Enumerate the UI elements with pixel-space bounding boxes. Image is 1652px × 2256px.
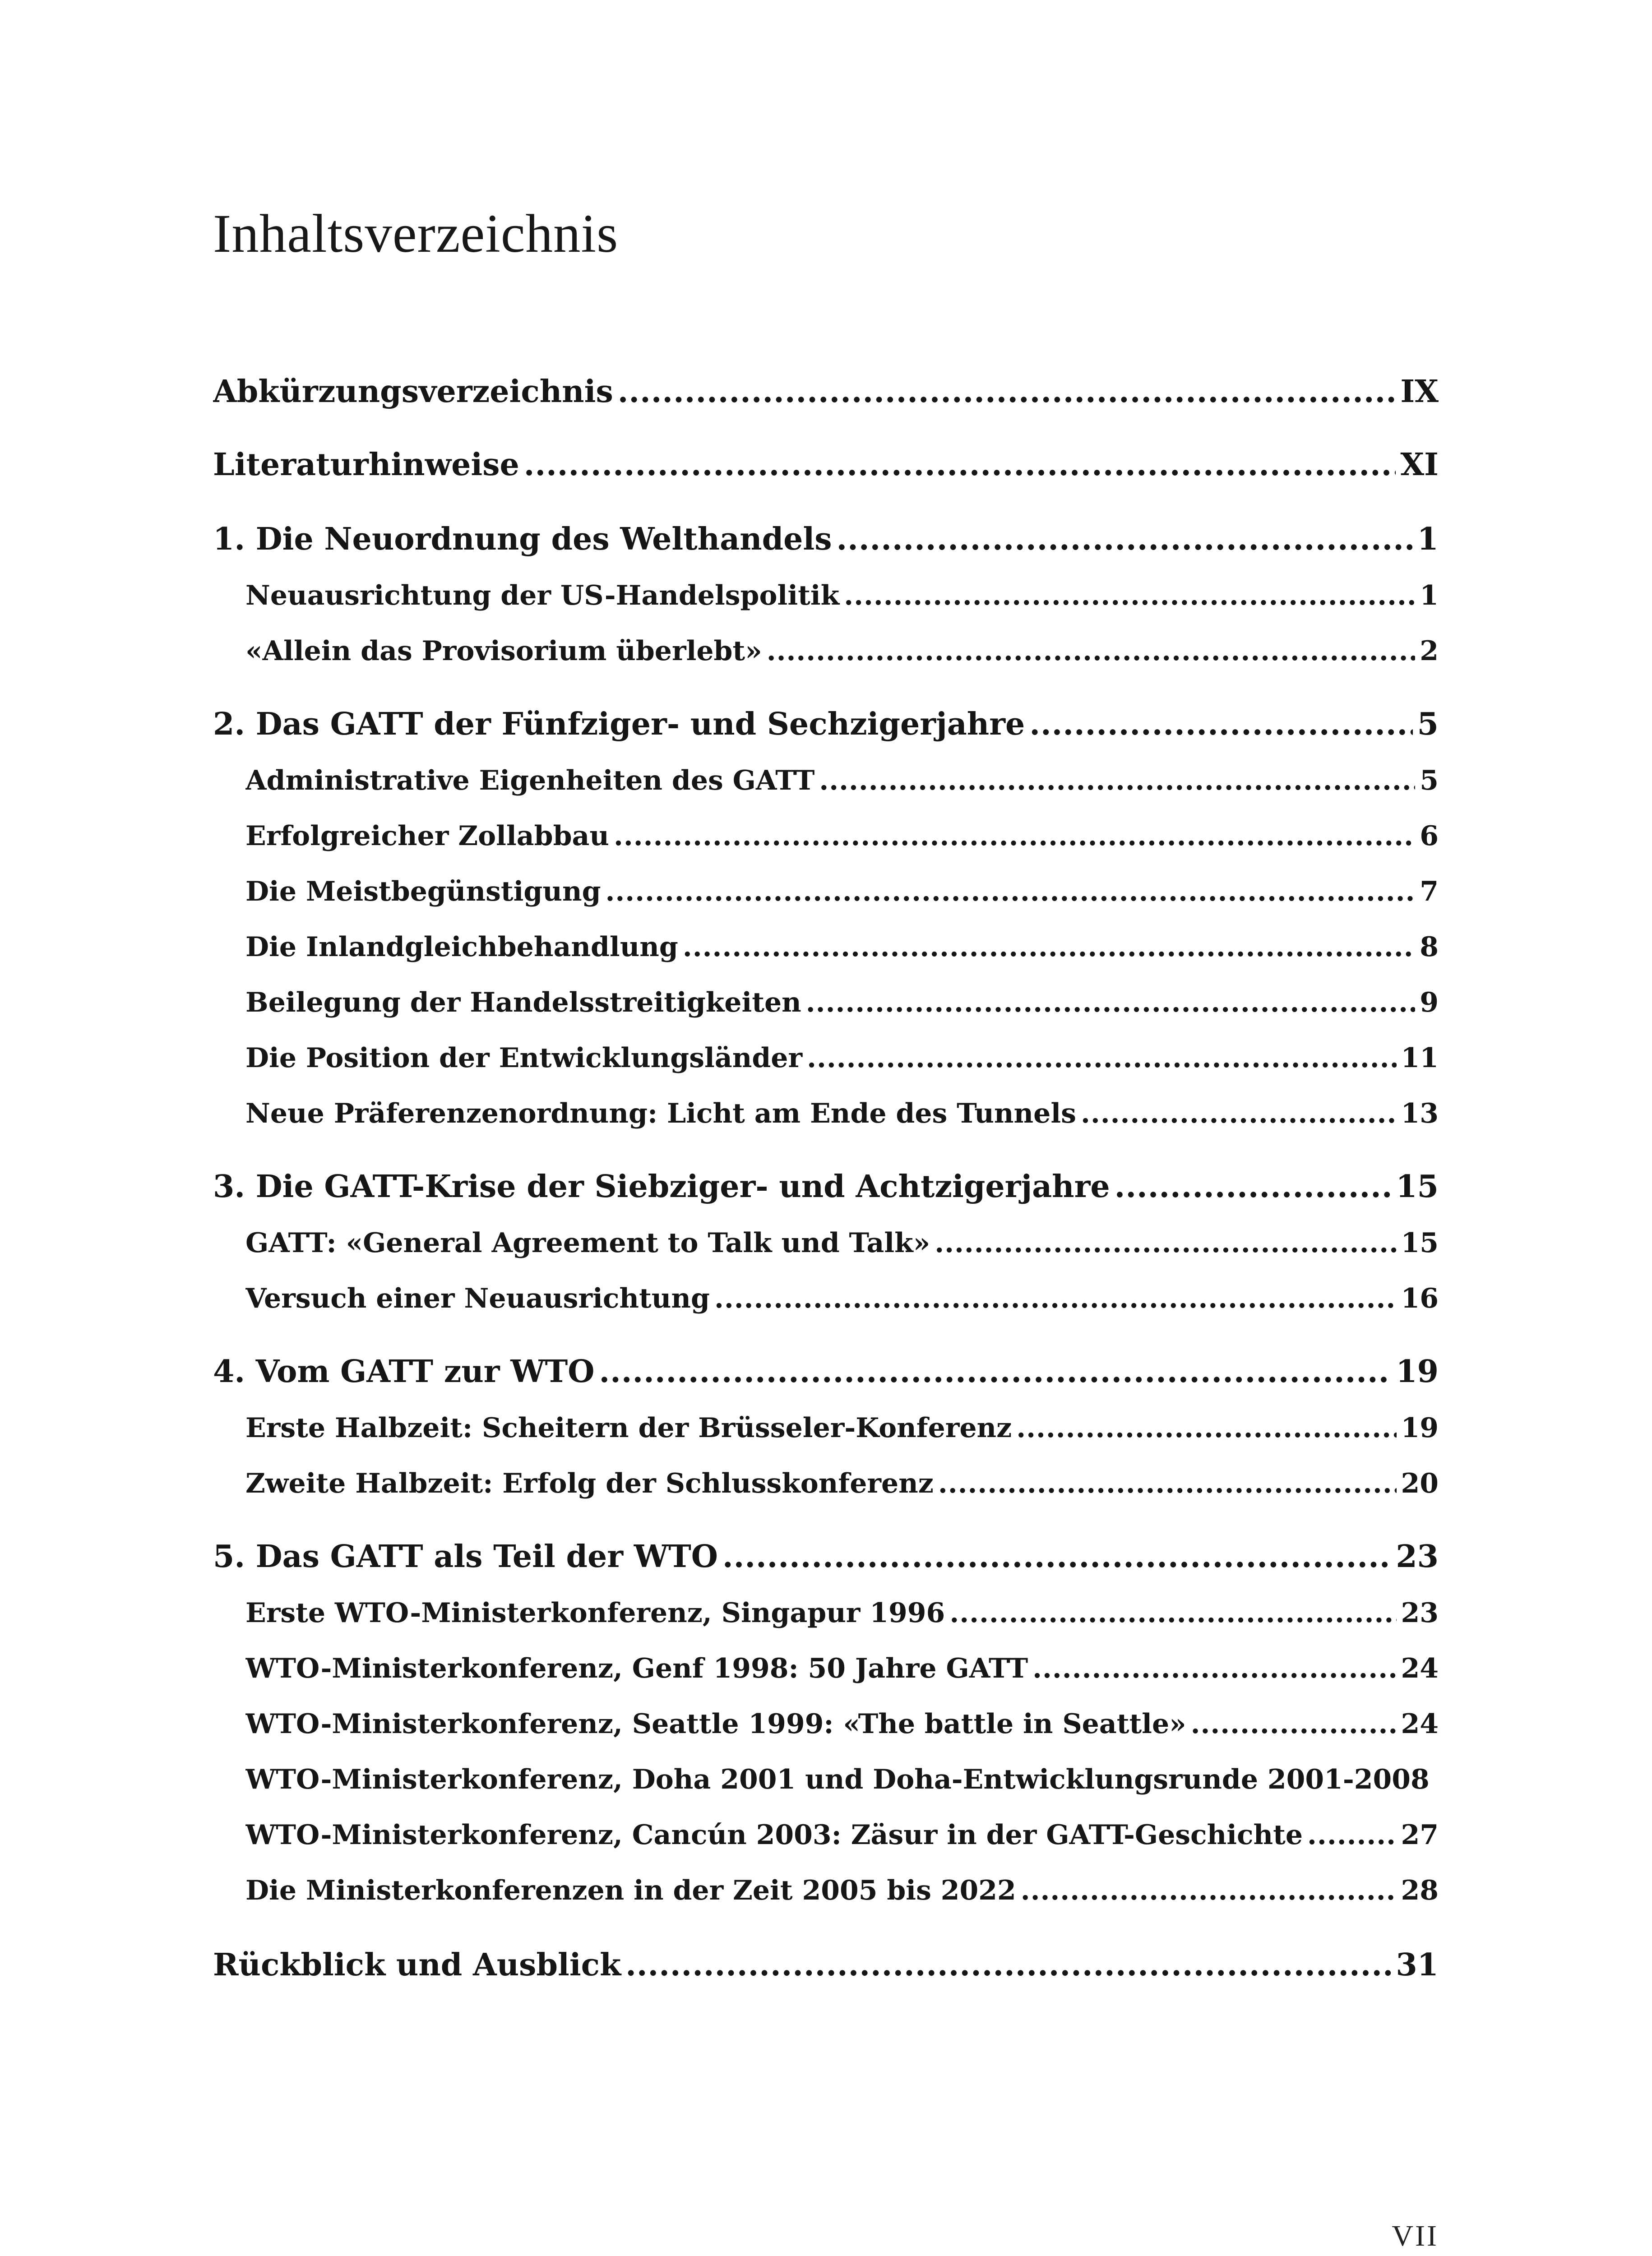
toc-entry[interactable] bbox=[213, 1169, 1439, 1212]
dot-leader bbox=[599, 1354, 1391, 1390]
dot-leader bbox=[683, 931, 1415, 963]
dot-leader bbox=[606, 876, 1416, 907]
toc-subentry[interactable] bbox=[245, 876, 1439, 915]
toc-entry-title: WTO-Ministerkonferenz, Seattle 1999: «The battle in Seattle» bbox=[245, 1708, 1186, 1740]
toc-entry[interactable] bbox=[213, 521, 1439, 564]
toc-entry-title: 4. Vom GATT zur WTO bbox=[213, 1354, 595, 1390]
dot-leader bbox=[1081, 1098, 1397, 1129]
toc-subentry[interactable] bbox=[245, 1412, 1439, 1451]
toc-entry-page: 1 bbox=[1417, 521, 1439, 557]
toc-entry-page: 8 bbox=[1420, 931, 1439, 963]
toc-entry-title: Neue Präferenzenordnung: Licht am Ende des Tunnels bbox=[245, 1098, 1076, 1129]
dot-leader bbox=[1016, 1412, 1396, 1444]
page-title: Inhaltsverzeichnis bbox=[213, 203, 619, 264]
toc-subentry[interactable] bbox=[245, 580, 1439, 619]
toc-entry-page: 2 bbox=[1420, 635, 1439, 667]
toc-subentry[interactable] bbox=[245, 1597, 1439, 1636]
dot-leader bbox=[938, 1468, 1397, 1499]
dot-leader bbox=[1307, 1819, 1396, 1851]
toc-entry-title: Die Inlandgleichbehandlung bbox=[245, 931, 678, 963]
toc-entry-page: 27 bbox=[1401, 1819, 1439, 1851]
dot-leader bbox=[837, 521, 1413, 557]
dot-leader bbox=[844, 580, 1415, 611]
toc-entry-title: WTO-Ministerkonferenz, Genf 1998: 50 Jahre GATT bbox=[245, 1653, 1028, 1684]
dot-leader bbox=[625, 1947, 1391, 1983]
dot-leader bbox=[714, 1283, 1397, 1314]
toc-entry-page: 19 bbox=[1396, 1354, 1439, 1390]
toc-entry-page: 20 bbox=[1401, 1468, 1439, 1499]
toc-entry-title: 2. Das GATT der Fünfziger- und Sechzigerjahre bbox=[213, 706, 1025, 742]
toc-entry-page: 24 bbox=[1401, 1653, 1439, 1684]
toc-entry-page: 16 bbox=[1401, 1283, 1439, 1314]
toc-entry-title: Die Ministerkonferenzen in der Zeit 2005 bis 2022 bbox=[245, 1875, 1016, 1906]
toc-subentry[interactable] bbox=[245, 1764, 1439, 1803]
toc-entry[interactable] bbox=[213, 1354, 1439, 1397]
dot-leader bbox=[618, 374, 1396, 410]
toc-entry-page: 5 bbox=[1417, 706, 1439, 742]
toc-entry-page: 23 bbox=[1401, 1597, 1439, 1629]
toc-subentry[interactable] bbox=[245, 1098, 1439, 1137]
toc-entry-page: 13 bbox=[1401, 1098, 1439, 1129]
toc-entry-title: Erfolgreicher Zollabbau bbox=[245, 820, 610, 852]
toc-entry-title: 1. Die Neuordnung des Welthandels bbox=[213, 521, 832, 557]
toc-entry-title: 5. Das GATT als Teil der WTO bbox=[213, 1539, 718, 1575]
dot-leader bbox=[767, 635, 1416, 667]
toc-entry-title: 3. Die GATT-Krise der Siebziger- und Achtzigerjahre bbox=[213, 1169, 1110, 1205]
dot-leader bbox=[819, 765, 1415, 796]
toc-entry-title: WTO-Ministerkonferenz, Doha 2001 und Doha-Entwicklungsrunde 2001-2008 bbox=[245, 1764, 1430, 1795]
toc-entry-title: Administrative Eigenheiten des GATT bbox=[245, 765, 815, 796]
toc-entry-page: 5 bbox=[1420, 765, 1439, 796]
toc-entry-page: XI bbox=[1400, 447, 1439, 483]
toc-entry[interactable] bbox=[213, 374, 1439, 417]
toc-subentry[interactable] bbox=[245, 1875, 1439, 1914]
toc-entry-title: Versuch einer Neuausrichtung bbox=[245, 1283, 710, 1314]
dot-leader bbox=[1115, 1169, 1392, 1205]
dot-leader bbox=[807, 1042, 1396, 1074]
dot-leader bbox=[1032, 1653, 1396, 1684]
toc-entry-page: 19 bbox=[1401, 1412, 1439, 1444]
toc-entry-page: IX bbox=[1400, 374, 1439, 410]
toc-subentry[interactable] bbox=[245, 1227, 1439, 1266]
dot-leader bbox=[614, 820, 1415, 852]
toc-entry-title: Erste WTO-Ministerkonferenz, Singapur 1996 bbox=[245, 1597, 945, 1629]
toc-entry[interactable] bbox=[213, 447, 1439, 490]
dot-leader bbox=[1191, 1708, 1397, 1740]
toc-subentry[interactable] bbox=[245, 1653, 1439, 1692]
toc-subentry[interactable] bbox=[245, 987, 1439, 1026]
toc-subentry[interactable] bbox=[245, 1708, 1439, 1747]
dot-leader bbox=[935, 1227, 1396, 1259]
toc-entry-page: 11 bbox=[1401, 1042, 1439, 1074]
toc-entry-page: 24 bbox=[1401, 1708, 1439, 1740]
toc-entry-title: GATT: «General Agreement to Talk und Talk» bbox=[245, 1227, 930, 1259]
dot-leader bbox=[949, 1597, 1396, 1629]
dot-leader bbox=[1021, 1875, 1397, 1906]
toc-entry[interactable] bbox=[213, 1539, 1439, 1582]
toc-entry-page: 28 bbox=[1401, 1875, 1439, 1906]
toc-entry-title: Die Position der Entwicklungsländer bbox=[245, 1042, 803, 1074]
toc-subentry[interactable] bbox=[245, 1042, 1439, 1081]
toc-subentry[interactable] bbox=[245, 635, 1439, 674]
toc-entry-page: 6 bbox=[1420, 820, 1439, 852]
toc-subentry[interactable] bbox=[245, 820, 1439, 859]
toc-entry-page: 15 bbox=[1401, 1227, 1439, 1259]
toc-entry-page: 1 bbox=[1420, 580, 1439, 611]
toc-entry-title: Zweite Halbzeit: Erfolg der Schlusskonferenz bbox=[245, 1468, 934, 1499]
page-number: VII bbox=[1392, 2219, 1439, 2252]
dot-leader bbox=[806, 987, 1415, 1018]
dot-leader bbox=[1029, 706, 1412, 742]
toc-subentry[interactable] bbox=[245, 1283, 1439, 1322]
toc-entry-page: 23 bbox=[1396, 1539, 1439, 1575]
toc-entry-page: 9 bbox=[1420, 987, 1439, 1018]
toc-entry-title: Erste Halbzeit: Scheitern der Brüsseler-Konferenz bbox=[245, 1412, 1012, 1444]
toc-entry-title: «Allein das Provisorium überlebt» bbox=[245, 635, 762, 667]
toc-entry-title: Die Meistbegünstigung bbox=[245, 876, 601, 907]
toc-entry-page: 15 bbox=[1396, 1169, 1439, 1205]
toc-entry-page: 7 bbox=[1420, 876, 1439, 907]
toc-subentry[interactable] bbox=[245, 931, 1439, 970]
toc-entry-title: Abkürzungsverzeichnis bbox=[213, 374, 613, 410]
toc-subentry[interactable] bbox=[245, 1468, 1439, 1507]
toc-entry-title: Literaturhinweise bbox=[213, 447, 519, 483]
toc-entry[interactable] bbox=[213, 706, 1439, 749]
toc-subentry[interactable] bbox=[245, 1819, 1439, 1858]
dot-leader bbox=[524, 447, 1396, 483]
toc-entry-title: Beilegung der Handelsstreitigkeiten bbox=[245, 987, 801, 1018]
dot-leader bbox=[722, 1539, 1391, 1575]
toc-entry-title: Neuausrichtung der US-Handelspolitik bbox=[245, 580, 840, 611]
toc-entry-title: Rückblick und Ausblick bbox=[213, 1947, 621, 1983]
toc-entry[interactable] bbox=[213, 1947, 1439, 1990]
toc-entry-title: WTO-Ministerkonferenz, Cancún 2003: Zäsur in der GATT-Geschichte bbox=[245, 1819, 1303, 1851]
toc-subentry[interactable] bbox=[245, 765, 1439, 804]
toc-entry-page: 31 bbox=[1396, 1947, 1439, 1983]
